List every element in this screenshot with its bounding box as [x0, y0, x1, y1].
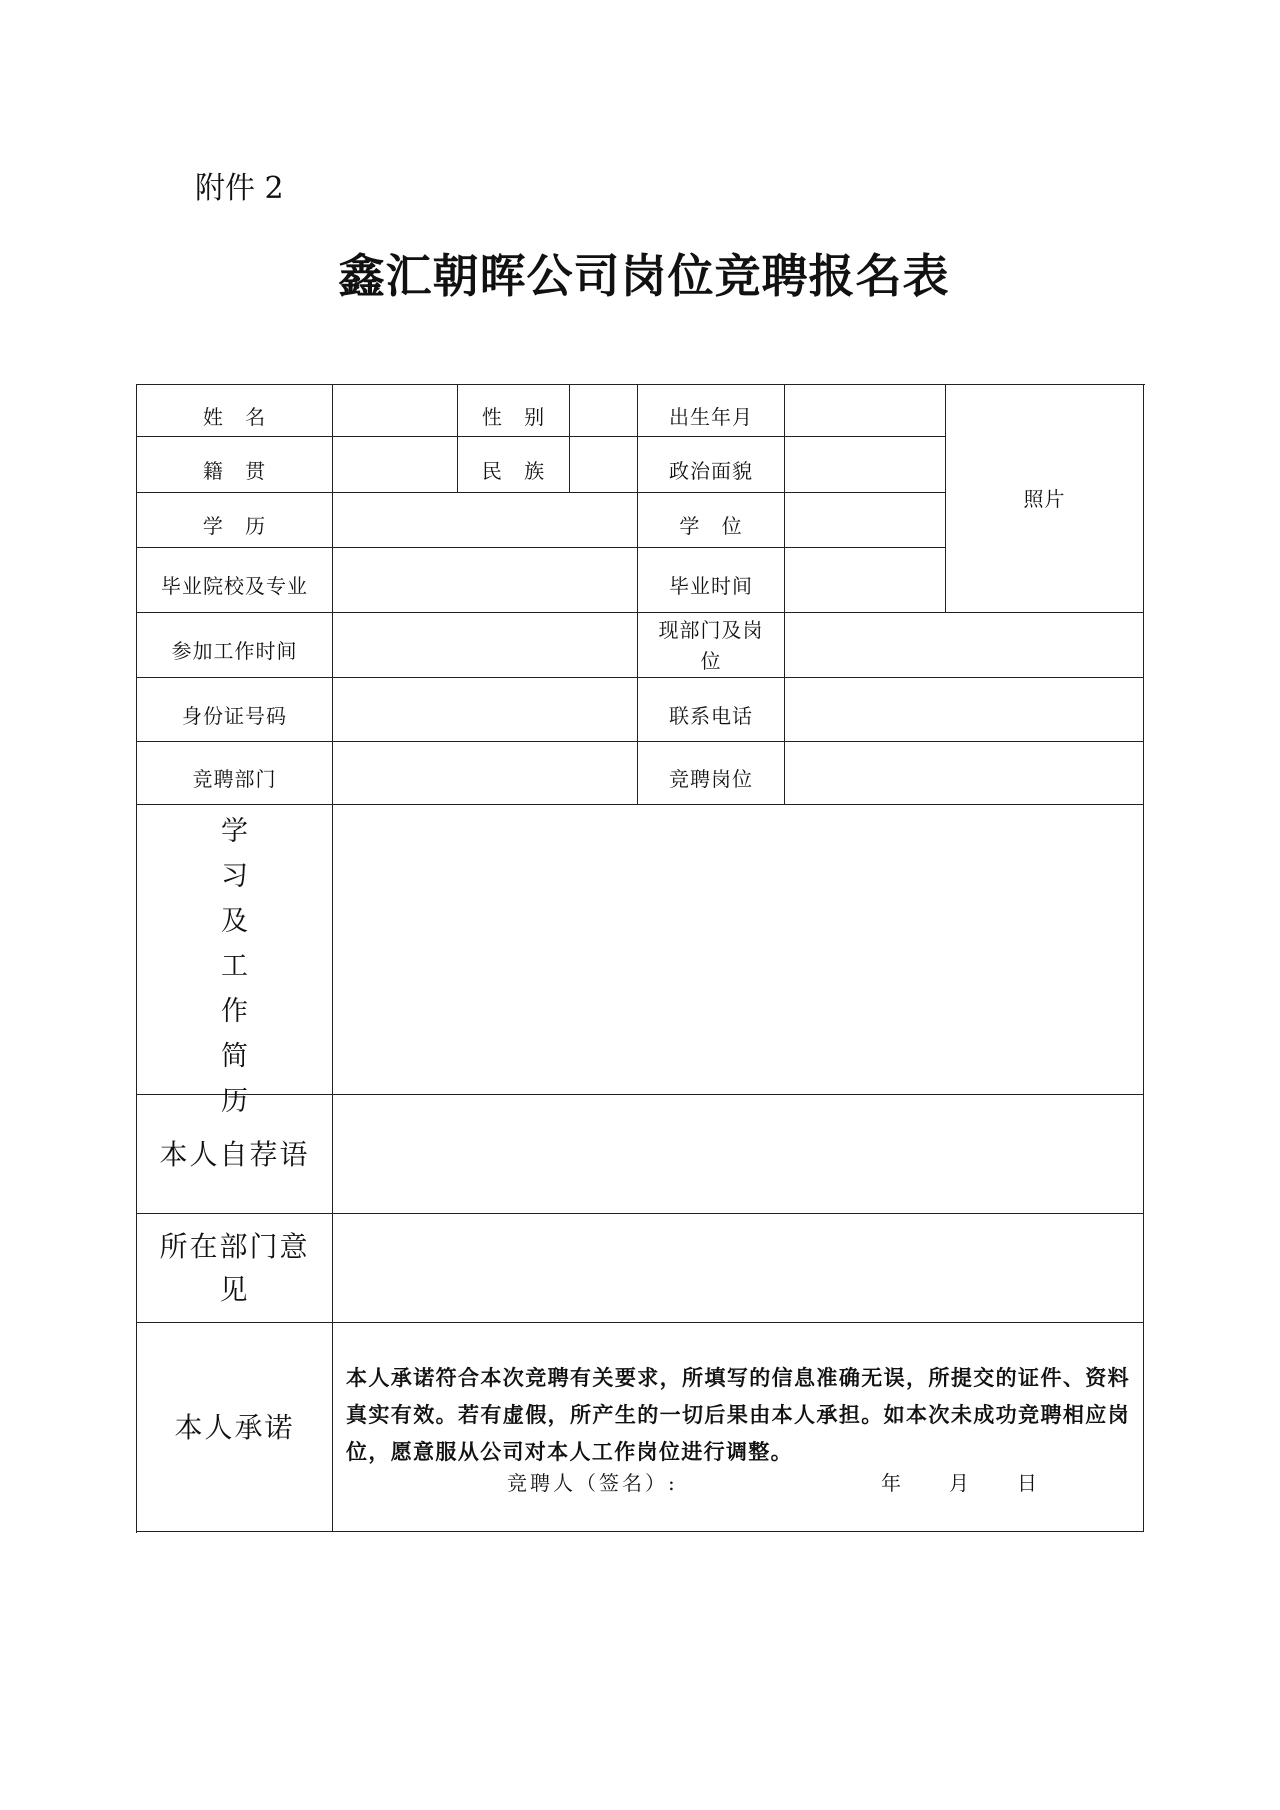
self-recommendation-field	[333, 1095, 1144, 1214]
attachment-label: 附件 2	[195, 171, 284, 206]
commitment-text: 本人承诺符合本次竞聘有关要求，所填写的信息准确无误，所提交的证件、资料真实有效。若有虚假，所产生的一切后果由本人承担。如本次未成功竞聘相应岗位，愿意服从公司对本人工作岗位进行调整。	[346, 1365, 1130, 1464]
degree-label-cell	[638, 493, 785, 548]
education-label: 学 历	[202, 514, 267, 538]
signature-label: 竞聘人（签名）:	[507, 1471, 678, 1495]
applied-post-label-cell	[638, 742, 785, 805]
native-place-field	[333, 437, 458, 493]
name-label-cell	[137, 385, 333, 437]
department-opinion-label: 所在部门意见	[159, 1230, 310, 1306]
education-label-cell	[137, 493, 333, 548]
school-major-label: 毕业院校及专业	[161, 574, 308, 598]
resume-label-cell	[137, 805, 333, 1117]
resume-label: 学习及工作简历	[221, 816, 248, 1117]
current-department-post-field	[785, 613, 1144, 678]
current-department-post-label: 现部门及岗位	[658, 618, 764, 673]
department-opinion-label-cell	[137, 1214, 333, 1323]
applied-post-label: 竞聘岗位	[669, 767, 753, 791]
commitment-label-cell	[137, 1323, 333, 1532]
self-recommendation-label-cell	[137, 1095, 333, 1214]
native-place-label-cell	[137, 437, 333, 493]
political-status-label-cell	[638, 437, 785, 493]
photo-cell	[946, 385, 1144, 613]
native-place-label: 籍 贯	[202, 458, 267, 483]
graduation-date-label: 毕业时间	[669, 574, 753, 598]
gender-label: 性 别	[481, 404, 546, 429]
ethnicity-label: 民 族	[481, 458, 546, 483]
id-number-label: 身份证号码	[182, 703, 287, 728]
name-label: 姓 名	[202, 404, 267, 429]
degree-field	[785, 493, 946, 548]
political-status-label: 政治面貌	[669, 458, 753, 483]
applied-post-field	[785, 742, 1144, 805]
year-label: 年	[881, 1471, 901, 1495]
department-opinion-field	[333, 1214, 1144, 1323]
day-label: 日	[1017, 1471, 1037, 1495]
gender-field	[570, 385, 638, 437]
ethnicity-label-cell	[458, 437, 570, 493]
degree-label: 学 位	[679, 514, 743, 538]
school-major-label-cell	[137, 548, 333, 613]
self-recommendation-label: 本人自荐语	[159, 1137, 310, 1171]
applied-department-field	[333, 742, 638, 805]
graduation-date-label-cell	[638, 548, 785, 613]
photo-label: 照片	[1023, 486, 1066, 511]
work-start-date-label: 参加工作时间	[171, 639, 298, 663]
application-form-table	[136, 384, 1145, 1533]
name-field	[333, 385, 458, 437]
month-label: 月	[949, 1471, 969, 1495]
id-number-field	[333, 678, 638, 742]
political-status-field	[785, 437, 946, 493]
id-number-label-cell	[137, 678, 333, 742]
work-start-date-field	[333, 613, 638, 678]
graduation-date-field	[785, 548, 946, 613]
birth-date-field	[785, 385, 946, 437]
applied-department-label-cell	[137, 742, 333, 805]
birth-date-label-cell	[638, 385, 785, 437]
phone-label: 联系电话	[669, 703, 753, 728]
phone-label-cell	[638, 678, 785, 742]
current-department-post-label-cell	[638, 613, 785, 678]
birth-date-label: 出生年月	[669, 404, 753, 429]
gender-label-cell	[458, 385, 570, 437]
applied-department-label: 竞聘部门	[192, 767, 277, 791]
school-major-field	[333, 548, 638, 613]
phone-field	[785, 678, 1144, 742]
form-title: 鑫汇朝晖公司岗位竞聘报名表	[338, 249, 950, 303]
resume-field	[333, 805, 1144, 1095]
work-start-date-label-cell	[137, 613, 333, 678]
commitment-content-cell	[333, 1323, 1144, 1532]
ethnicity-field	[570, 437, 638, 493]
education-field	[333, 493, 638, 548]
commitment-label: 本人承诺	[174, 1410, 295, 1444]
